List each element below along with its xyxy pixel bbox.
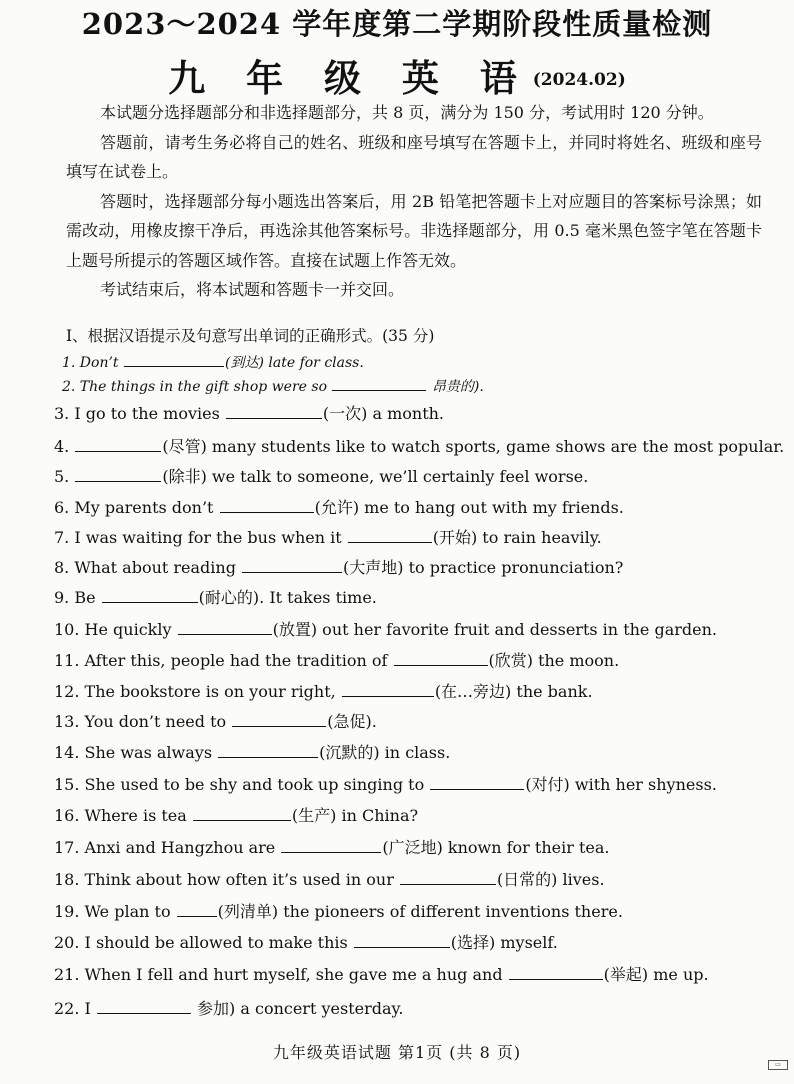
question-1	[62, 352, 782, 372]
question-text: 15. She used to be shy and took up singing to	[54, 775, 430, 794]
answer-blank[interactable]	[430, 775, 524, 790]
question-text: (耐心的). It takes time.	[198, 588, 377, 607]
question-19	[54, 899, 774, 922]
scanner-mark-icon: ▭	[768, 1060, 788, 1070]
question-text: 2. The things in the gift shop were so	[62, 379, 332, 395]
question-text: 参加) a concert yesterday.	[191, 999, 404, 1018]
question-21	[54, 962, 774, 985]
question-text: 18. Think about how often it’s used in our	[54, 870, 399, 889]
answer-blank[interactable]	[342, 682, 434, 697]
question-11	[54, 648, 774, 671]
question-text: 昂贵的).	[427, 379, 484, 395]
question-13	[54, 709, 774, 732]
question-text: 20. I should be allowed to make this	[54, 933, 353, 952]
question-text: (允许) me to hang out with my friends.	[314, 498, 624, 517]
question-text: 4.	[54, 437, 75, 456]
question-4	[54, 434, 785, 457]
question-text: (放置) out her favorite fruit and desserts in the garden.	[272, 620, 718, 639]
answer-blank[interactable]	[509, 965, 603, 980]
question-text: 5.	[54, 467, 75, 486]
question-5	[54, 464, 774, 487]
exam-title: 2023～2024 学年度第二学期阶段性质量检测	[81, 7, 713, 41]
question-text: (在…旁边) the bank.	[434, 682, 593, 701]
question-text: (一次) a month.	[322, 404, 445, 423]
question-14	[54, 740, 774, 763]
question-text: (沉默的) in class.	[319, 743, 451, 762]
answer-blank[interactable]	[102, 588, 198, 603]
answer-blank[interactable]	[75, 467, 161, 482]
question-text: (大声地) to practice pronunciation?	[343, 558, 624, 577]
answer-blank[interactable]	[226, 404, 322, 419]
section-heading: I、根据汉语提示及句意写出单词的正确形式。(35 分)	[66, 327, 435, 345]
answer-blank[interactable]	[348, 528, 432, 543]
question-16	[54, 803, 774, 826]
question-text: 6. My parents don’t	[54, 498, 219, 517]
question-text: (生产) in China?	[291, 806, 419, 825]
answer-blank[interactable]	[178, 620, 272, 635]
question-text: 14. She was always	[54, 743, 218, 762]
answer-blank[interactable]	[242, 558, 342, 573]
answer-blank[interactable]	[220, 498, 314, 513]
question-2	[62, 376, 782, 396]
question-8	[54, 555, 774, 578]
question-6	[54, 495, 774, 518]
instruction-paragraph: 考试结束后，将本试题和答题卡一并交回。	[100, 280, 405, 299]
subject-title-row	[0, 48, 794, 102]
answer-blank[interactable]	[281, 838, 381, 853]
question-text: (开始) to rain heavily.	[432, 528, 602, 547]
question-text: (列清单) the pioneers of different inventions there.	[217, 902, 623, 921]
answer-blank[interactable]	[232, 712, 326, 727]
question-10	[54, 617, 774, 640]
answer-blank[interactable]	[75, 437, 161, 452]
answer-blank[interactable]	[193, 806, 291, 821]
question-18	[54, 867, 774, 890]
question-3	[54, 401, 774, 424]
question-text: 22. I	[54, 999, 96, 1018]
question-text: (欣赏) the moon.	[488, 651, 620, 670]
exam-date: (2024.02)	[532, 70, 626, 90]
question-text: (到达) late for class.	[225, 355, 364, 371]
question-text: 12. The bookstore is on your right,	[54, 682, 341, 701]
answer-blank[interactable]	[332, 377, 426, 391]
answer-blank[interactable]	[218, 743, 318, 758]
question-text: 8. What about reading	[54, 558, 242, 577]
question-text: 21. When I fell and hurt myself, she gave me a hug and	[54, 965, 508, 984]
subject-title: 九 年 级 英 语	[168, 56, 531, 100]
page-footer: 九年级英语试题 第1页 (共 8 页)	[272, 1043, 522, 1062]
question-text: 11. After this, people had the tradition of	[54, 651, 393, 670]
question-text: (尽管) many students like to watch sports, game shows are the most popular.	[162, 437, 785, 456]
instruction-paragraph: 答题前，请考生务必将自己的姓名、班级和座号填写在答题卡上，并同时将姓名、班级和座号填写在试卷上。	[66, 132, 762, 181]
question-text: 17. Anxi and Hangzhou are	[54, 838, 281, 857]
question-text: (选择) myself.	[450, 933, 558, 952]
question-text: 13. You don’t need to	[54, 712, 232, 731]
question-text: 19. We plan to	[54, 902, 176, 921]
answer-blank[interactable]	[394, 651, 488, 666]
question-text: (举起) me up.	[603, 965, 709, 984]
question-text: 3. I go to the movies	[54, 404, 225, 423]
question-text: 16. Where is tea	[54, 806, 192, 825]
question-text: (除非) we talk to someone, we’ll certainly feel worse.	[162, 467, 589, 486]
question-text: (日常的) lives.	[496, 870, 605, 889]
instruction-paragraph: 答题时，选择题部分每小题选出答案后，用 2B 铅笔把答题卡上对应题目的答案标号涂黑；如需改动，用橡皮擦干净后，再选涂其他答案标号。非选择题部分，用 0.5 毫米黑色签字笔在答题卡上题号所提示的答题区域作答。直接在试题上作答无效。	[66, 191, 762, 270]
answer-blank[interactable]	[400, 870, 496, 885]
question-7	[54, 525, 774, 548]
instructions-block	[66, 98, 762, 305]
question-9	[54, 585, 774, 608]
question-15	[54, 772, 774, 795]
question-text: (对付) with her shyness.	[525, 775, 717, 794]
instruction-paragraph: 本试题分选择题部分和非选择题部分，共 8 页，满分为 150 分，考试用时 120 分钟。	[100, 103, 714, 122]
question-text: 7. I was waiting for the bus when it	[54, 528, 347, 547]
question-17	[54, 835, 774, 858]
answer-blank[interactable]	[177, 902, 217, 917]
question-text: 9. Be	[54, 588, 101, 607]
answer-blank[interactable]	[124, 353, 224, 367]
question-20	[54, 930, 774, 953]
question-text: 1. Don’t	[62, 355, 124, 371]
answer-blank[interactable]	[354, 933, 450, 948]
question-22	[54, 996, 774, 1019]
question-text: 10. He quickly	[54, 620, 177, 639]
question-text: (广泛地) known for their tea.	[382, 838, 610, 857]
answer-blank[interactable]	[97, 999, 191, 1014]
question-text: (急促).	[327, 712, 377, 731]
question-12	[54, 679, 774, 702]
